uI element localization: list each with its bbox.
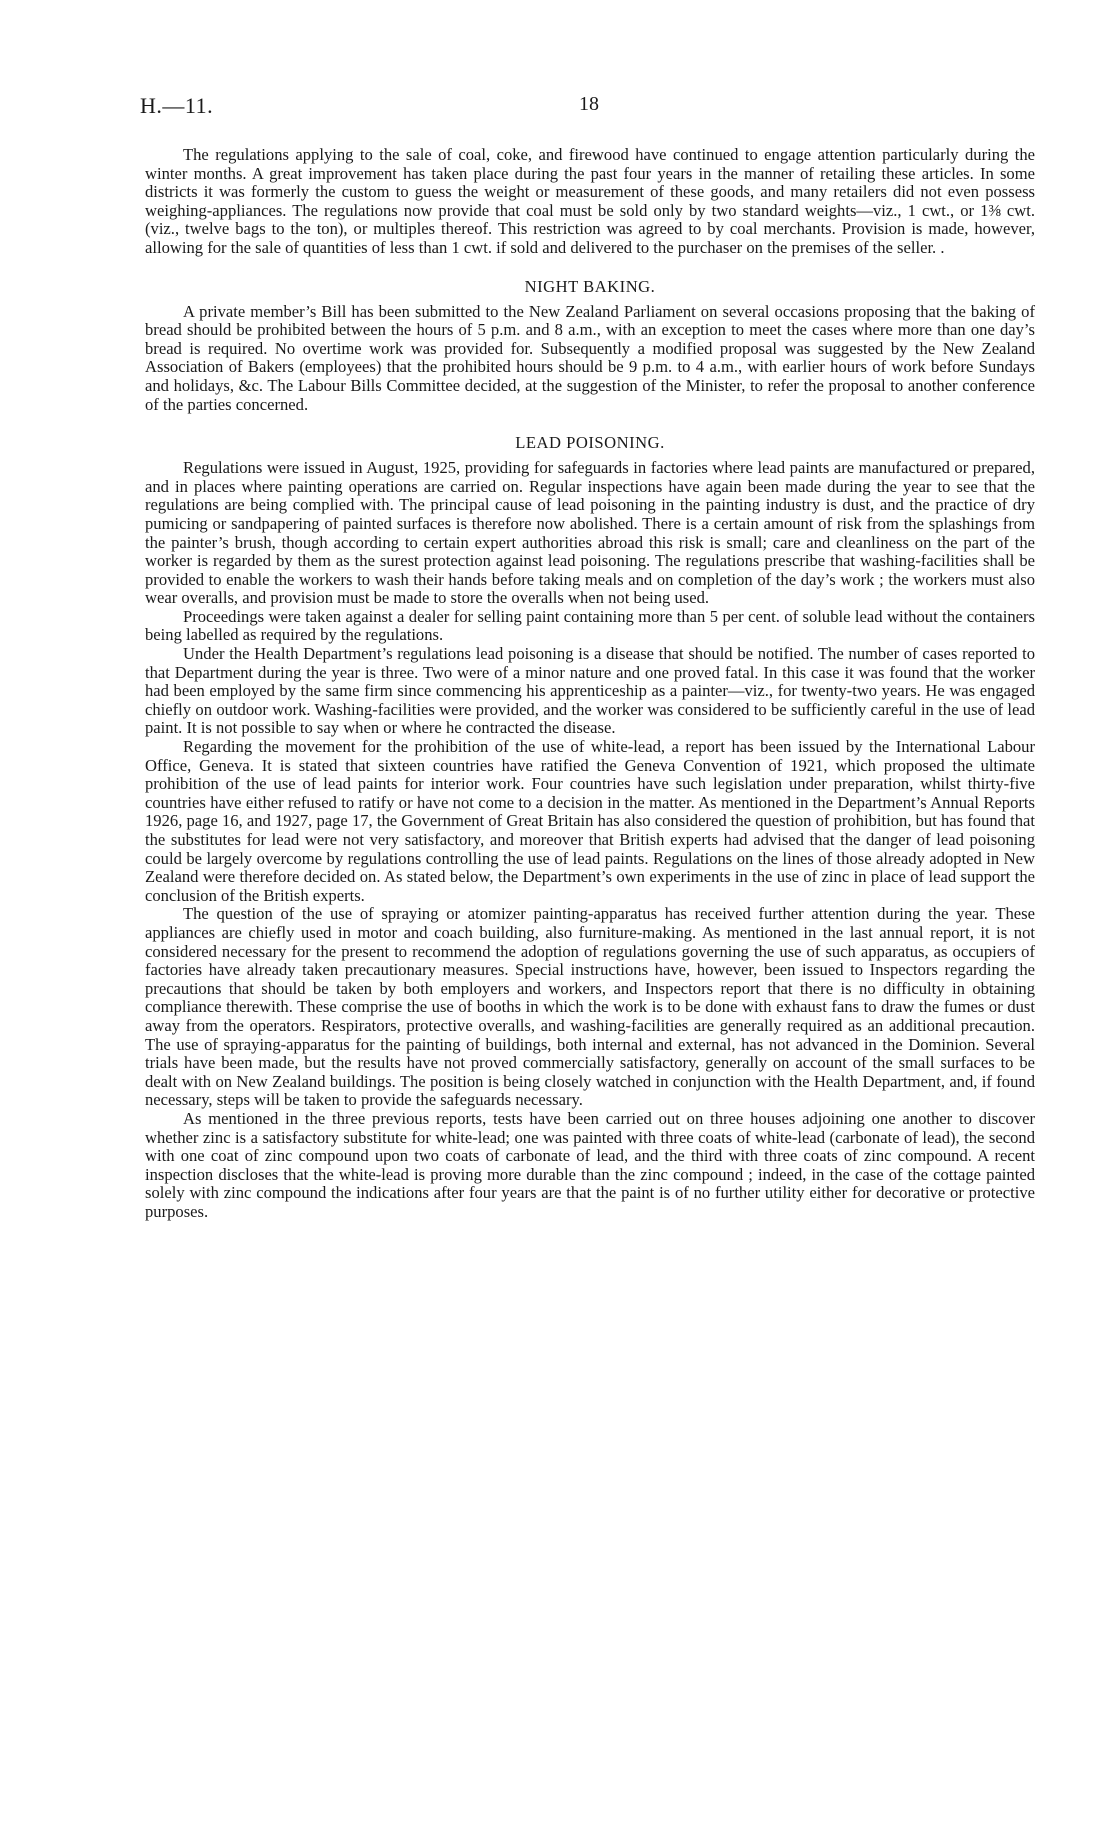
paragraph-spraying-apparatus: The question of the use of spraying or atomizer painting-apparatus has received further attention during the year. These appliances are chiefly used in motor and coach building, also furniture-making. As mentioned in the last annual report, it is not considered necessary for the present to recommend the adoption of regulations governing the use of such apparatus, as occupiers of factories have already taken precautionary measures. Special instructions have, however, been issued to Inspectors regarding the precautions that should be taken by both employers and workers, and Inspectors report that there is no difficulty in obtaining compliance therewith. These comprise the use of booths in which the work is to be done with exhaust fans to draw the fumes or dust away from the operators. Respirators, protective overalls, and washing-facilities are generally required as an additional precaution. The use of spraying-apparatus for the painting of buildings, both internal and external, has not advanced in the Dominion. Several trials have been made, but the results have not proved commercially satisfactory, generally on account of the small surfaces to be dealt with on New Zealand buildings. The position is being closely watched in conjunction with the Health Department, and, if found necessary, steps will be taken to provide the safeguards necessary. <box>145 904 1035 1110</box>
heading-night-baking: NIGHT BAKING. <box>524 276 656 296</box>
page-number: 18 <box>579 93 599 115</box>
heading-lead-poisoning: LEAD POISONING. <box>515 433 665 453</box>
paragraph-zinc-tests: As mentioned in the three previous reports, tests have been carried out on three houses adjoining one another to discover whether zinc is a satisfactory substitute for white-lead; one was painted with three coats of white-lead (carbonate of lead), the second with one coat of zinc compound upon two coats of carbonate of lead, and the third with three coats of zinc compound. A recent inspection discloses that the white-lead is proving more durable than the zinc compound ; indeed, in the case of the cottage painted solely with zinc compound the indications after four years are that the paint is of no further utility either for decorative or protective purposes. <box>145 1108 1035 1221</box>
document-code: H.—11. <box>140 93 214 118</box>
paragraph-lead-regulations: Regulations were issued in August, 1925, providing for safeguards in factories where lead paints are manufactured or prepared, and in places where painting operations are carried on. Regular inspections have again been made during the year to see that the regulations are being complied with. The principal cause of lead poisoning in the painting industry is dust, and the practice of dry pumicing or sandpapering of painted surfaces is therefore now abolished. There is a certain amount of risk from the splashings from the painter’s brush, though according to certain expert authorities abroad this risk is small; care and cleanliness on the part of the worker is regarded by them as the surest protection against lead poisoning. The regulations prescribe that washing-facilities shall be provided to enable the workers to wash their hands before taking meals and on completion of the day’s work ; the workers must also wear overalls, and provision must be made to store the overalls when not being used. <box>145 458 1035 608</box>
document-body <box>145 146 1035 1221</box>
paragraph-proceedings: Proceedings were taken against a dealer for selling paint containing more than 5 per cent. of soluble lead without the containers being labelled as required by the regulations. <box>145 606 1035 645</box>
paragraph-health-department: Under the Health Department’s regulations lead poisoning is a disease that should be notified. The number of cases reported to that Department during the year is three. Two were of a minor nature and one proved fatal. In this case it was found that the worker had been employed by the same firm since commencing his apprenticeship as a painter—viz., for twenty-two years. He was engaged chiefly on outdoor work. Washing-facilities were provided, and the worker was considered to be sufficiently careful in the use of lead paint. It is not possible to say when or where he contracted the disease. <box>145 644 1035 738</box>
paragraph-night-baking: A private member’s Bill has been submitted to the New Zealand Parliament on several occasions proposing that the baking of bread should be prohibited between the hours of 5 p.m. and 8 a.m., with an exception to meet the cases where more than one day’s bread is required. No overtime work was provided for. Subsequently a modified proposal was suggested by the New Zealand Association of Bakers (employees) that the prohibited hours should be 9 p.m. to 4 a.m., with earlier hours of work before Sundays and holidays, &c. The Labour Bills Committee decided, at the suggestion of the Minister, to refer the proposal to another conference of the parties concerned. <box>145 301 1035 414</box>
paragraph-coal-regulations: The regulations applying to the sale of coal, coke, and firewood have continued to engage attention particularly during the winter months. A great improvement has taken place during the past four years in the manner of retailing these articles. In some districts it was formerly the custom to guess the weight or measurement of these goods, and many retailers did not even possess weighing-appliances. The regulations now provide that coal must be sold only by two standard weights—viz., 1 cwt., or 1⅜ cwt. (viz., twelve bags to the ton), or multiples thereof. This restriction was agreed to by coal merchants. Provision is made, however, allowing for the sale of quantities of less than 1 cwt. if sold and delivered to the purchaser on the premises of the seller. . <box>145 145 1035 257</box>
paragraph-white-lead-prohibition: Regarding the movement for the prohibition of the use of white-lead, a report has been issued by the International Labour Office, Geneva. It is stated that sixteen countries have ratified the Geneva Convention of 1921, which proposed the ultimate prohibition of the use of lead paints for interior work. Four countries have such legislation under preparation, whilst thirty-five countries have either refused to ratify or have not come to a decision in the matter. As mentioned in the Department’s Annual Reports 1926, page 16, and 1927, page 17, the Government of Great Britain has also considered the question of prohibition, but has found that the substitutes for lead were not very satisfactory, and moreover that British experts had advised that the danger of lead poisoning could be largely overcome by regulations controlling the use of lead paints. Regulations on the lines of those already adopted in New Zealand were therefore decided on. As stated below, the Department’s own experiments in the use of zinc in place of lead support the conclusion of the British experts. <box>145 737 1035 905</box>
